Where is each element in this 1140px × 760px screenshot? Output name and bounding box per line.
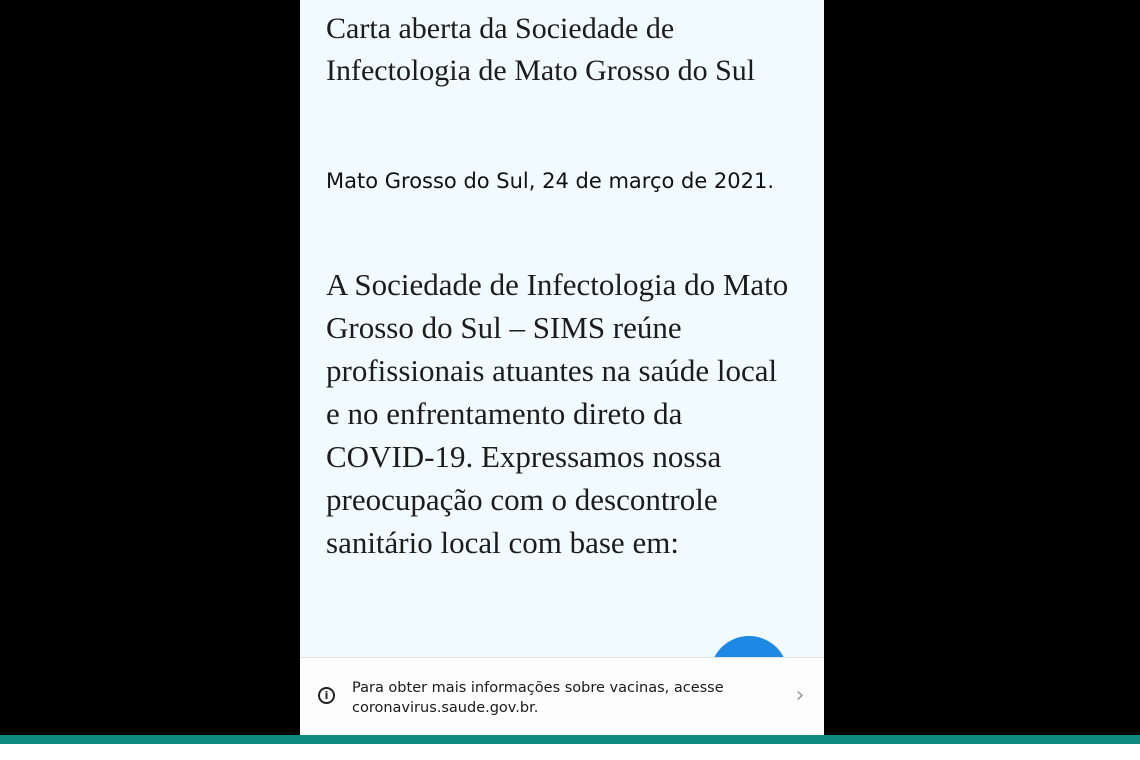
letter-title: Carta aberta da Sociedade de Infectologia de Mato Grosso do Sul xyxy=(326,12,756,87)
letter-content xyxy=(326,8,796,564)
accent-bar xyxy=(0,735,1140,744)
vaccine-info-banner[interactable] xyxy=(300,657,824,735)
info-icon: i xyxy=(318,687,335,704)
vaccine-info-text: Para obter mais informações sobre vacinas, acesse coronavirus.saude.gov.br. xyxy=(352,680,724,716)
phone-screen xyxy=(300,0,824,735)
chevron-right-icon[interactable]: › xyxy=(795,683,805,708)
letter-body: A Sociedade de Infectologia do Mato Grosso do Sul – SIMS reúne profissionais atuantes na saúde local e no enfrentamento direto da COVID-19. Expressamos nossa preocupação com o descontrole sanitário local com base em: xyxy=(326,267,789,560)
letter-date: Mato Grosso do Sul, 24 de março de 2021. xyxy=(326,169,775,193)
